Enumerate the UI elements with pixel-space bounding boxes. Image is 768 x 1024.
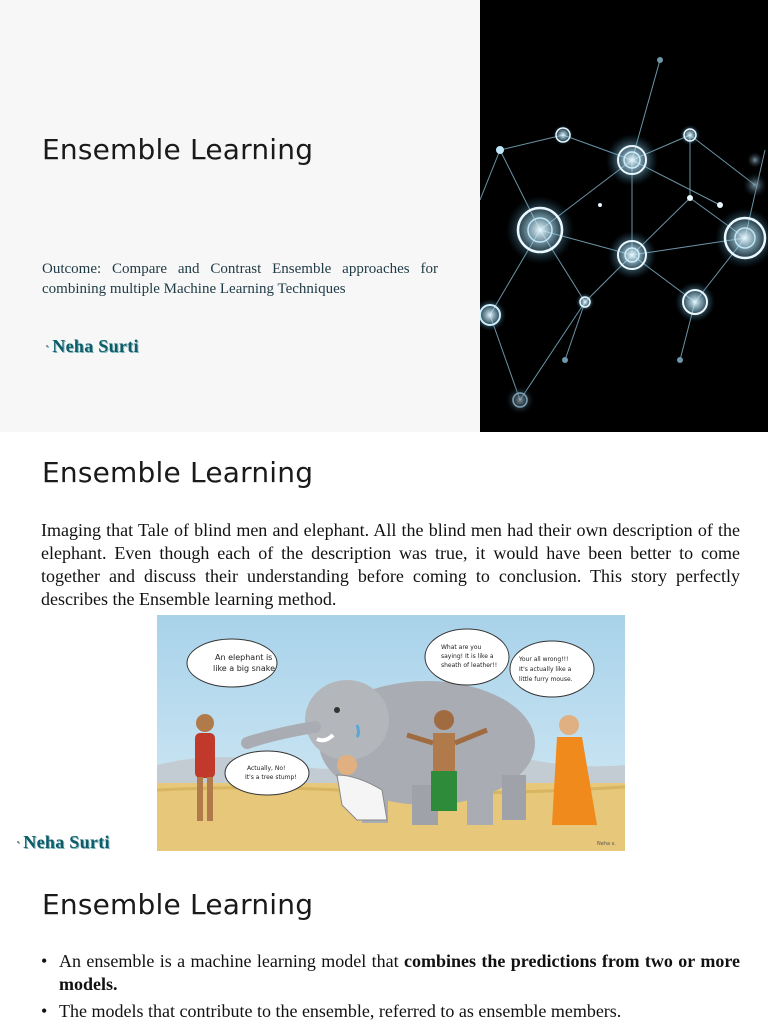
slide-title: Ensemble Learning: [42, 456, 314, 489]
svg-text:Your all wrong!!! It's a: Your all wrong!!! It's actually like a little furry mouse.: [519, 656, 573, 683]
definition-slide: [0, 864, 768, 1024]
bullet-item: [41, 1000, 740, 1023]
svg-text:An elephant is like a bi: An elephant is like a big snake: [213, 653, 276, 673]
bullet-marker: •: [41, 1001, 48, 1021]
author-name: · Neha Surti: [15, 832, 110, 853]
svg-text:Actually, No! It's a tre: Actually, No! It's a tree stump!: [245, 765, 297, 781]
bullet-emphasis: combines the predictions from two or more models.: [59, 951, 740, 994]
author-name: · Neha Surti: [44, 336, 139, 357]
neural-network-image: [480, 0, 768, 432]
bullet-marker: •: [41, 951, 48, 971]
title-slide: [0, 0, 768, 432]
bullet-list: [41, 950, 740, 1024]
story-slide: [0, 432, 768, 864]
svg-text:Neha s.: Neha s.: [597, 841, 616, 847]
slide-title: Ensemble Learning: [42, 888, 314, 921]
svg-text:What are you saying! It: What are you saying! It is like a sheath of leather!!: [441, 644, 498, 669]
slide-title: Ensemble Learning: [42, 133, 314, 166]
blind-men-elephant-cartoon: [157, 615, 625, 851]
outcome-text: Outcome: Compare and Contrast Ensemble approaches for combining multiple Machine Learning Techniques: [42, 261, 438, 297]
story-paragraph: Imaging that Tale of blind men and elephant. All the blind men had their own description of the elephant. Even though each of the description was true, it would have been better to come together and discuss their understanding before coming to conclusion. This story perfectly describes the Ensemble learning method.: [41, 520, 740, 609]
bullet-text: The models that contribute to the ensemble, referred to as ensemble members.: [59, 1001, 622, 1021]
bullet-text: An ensemble is a machine learning model that: [59, 951, 405, 971]
bullet-item: [41, 950, 740, 996]
